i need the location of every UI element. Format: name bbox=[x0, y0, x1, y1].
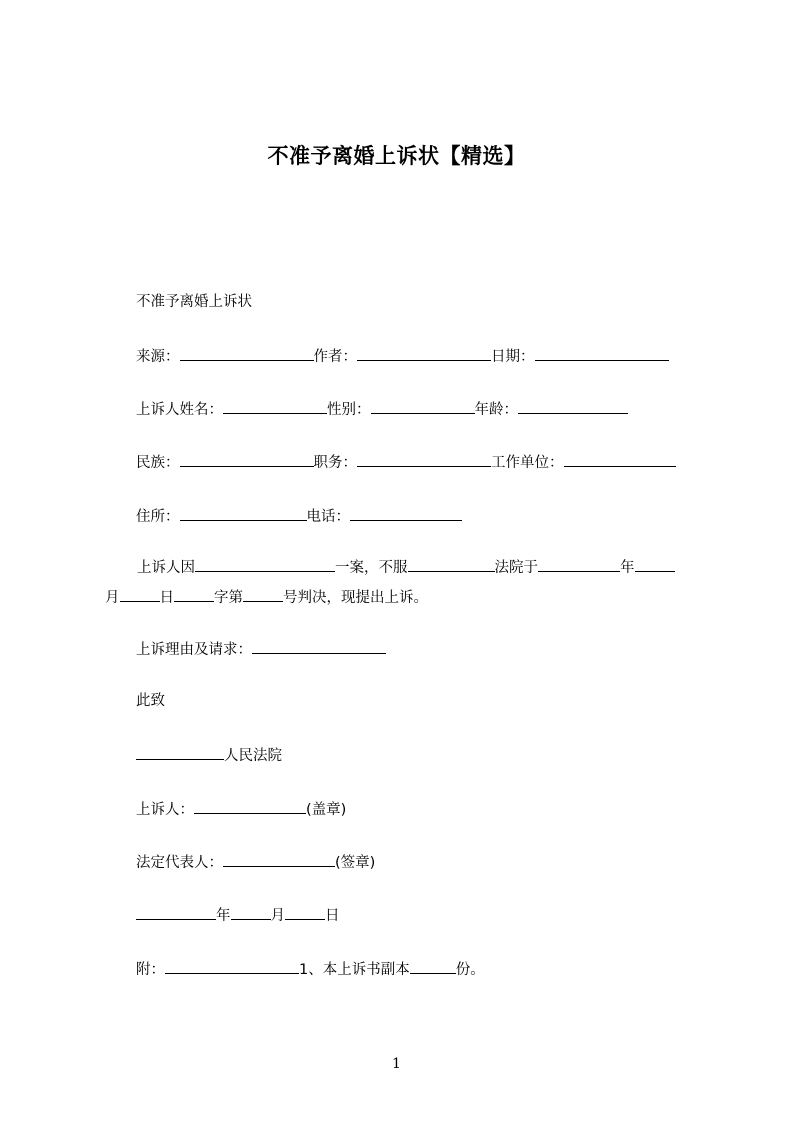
word-blank bbox=[174, 586, 214, 602]
position-label: 职务： bbox=[313, 455, 357, 471]
court-blank bbox=[408, 556, 495, 572]
legal-rep-row bbox=[136, 851, 375, 873]
gender-label: 性别： bbox=[327, 402, 371, 418]
document-subtitle: 不准予离婚上诉状 bbox=[136, 294, 252, 310]
ethnicity-label: 民族： bbox=[136, 455, 180, 471]
seal-note: (盖章) bbox=[306, 802, 347, 818]
source-blank bbox=[180, 345, 314, 361]
number-blank bbox=[243, 586, 283, 602]
date-blank bbox=[535, 345, 669, 361]
attach-label: 附： bbox=[136, 962, 165, 978]
sign-day-blank bbox=[285, 904, 325, 920]
day-blank bbox=[120, 586, 160, 602]
document-title: 不准予离婚上诉状【精选】 bbox=[267, 144, 526, 168]
sign-year-blank bbox=[136, 904, 216, 920]
salutation: 此致 bbox=[136, 693, 165, 709]
sign-note: (签章) bbox=[335, 855, 376, 871]
address-blank bbox=[180, 505, 307, 521]
name-label: 上诉人姓名： bbox=[136, 402, 223, 418]
court-row bbox=[136, 744, 282, 766]
workplace-blank bbox=[564, 451, 676, 467]
phone-blank bbox=[350, 505, 462, 521]
age-label: 年龄： bbox=[474, 402, 518, 418]
name-blank bbox=[223, 398, 327, 414]
sign-month-blank bbox=[231, 904, 271, 920]
position-blank bbox=[357, 451, 491, 467]
attach-item: 1、本上诉书副本 bbox=[299, 962, 410, 978]
date-label: 日期： bbox=[491, 349, 535, 365]
author-blank bbox=[357, 345, 491, 361]
name-gender-age-row bbox=[136, 398, 628, 420]
case-name-blank bbox=[195, 556, 335, 572]
gender-blank bbox=[371, 398, 475, 414]
ethnicity-position-workplace-row bbox=[136, 451, 676, 473]
legal-rep-label: 法定代表人： bbox=[136, 855, 223, 871]
case-text-4: 年 bbox=[620, 560, 635, 576]
case-text-1: 上诉人因 bbox=[137, 560, 195, 576]
source-author-date-row bbox=[136, 345, 669, 367]
year-label: 年 bbox=[216, 908, 231, 924]
court-suffix: 人民法院 bbox=[224, 748, 282, 764]
phone-label: 电话： bbox=[306, 509, 350, 525]
page-number: 1 bbox=[392, 1056, 401, 1072]
month-blank-1 bbox=[635, 556, 675, 572]
month-label: 月 bbox=[270, 908, 285, 924]
appellant-row bbox=[136, 798, 346, 820]
address-phone-row bbox=[136, 505, 462, 527]
case-text-8: 号判决，现提出上诉。 bbox=[283, 590, 428, 606]
reason-row bbox=[136, 638, 386, 660]
copies-blank bbox=[410, 958, 456, 974]
case-line-2 bbox=[105, 583, 705, 613]
appellant-blank bbox=[194, 798, 306, 814]
case-text-6: 日 bbox=[159, 590, 174, 606]
date-row bbox=[136, 904, 340, 926]
attachment-row bbox=[136, 958, 485, 980]
address-label: 住所： bbox=[136, 509, 180, 525]
age-blank bbox=[518, 398, 628, 414]
case-text-5: 月 bbox=[105, 590, 120, 606]
case-paragraph bbox=[105, 553, 705, 613]
reason-label: 上诉理由及请求： bbox=[136, 642, 252, 658]
copies-label: 份。 bbox=[455, 962, 485, 978]
workplace-label: 工作单位： bbox=[491, 455, 564, 471]
source-label: 来源： bbox=[136, 349, 180, 365]
year-blank bbox=[538, 556, 620, 572]
appellant-label: 上诉人： bbox=[136, 802, 194, 818]
court-name-blank bbox=[136, 744, 224, 760]
legal-rep-blank bbox=[223, 851, 335, 867]
author-label: 作者： bbox=[313, 349, 357, 365]
case-text-2: 一案，不服 bbox=[335, 560, 408, 576]
reason-blank bbox=[252, 638, 386, 654]
day-label: 日 bbox=[325, 908, 340, 924]
case-text-3: 法院于 bbox=[494, 560, 538, 576]
case-line-1 bbox=[105, 553, 705, 583]
attach-blank bbox=[165, 958, 299, 974]
case-text-7: 字第 bbox=[214, 590, 243, 606]
ethnicity-blank bbox=[180, 451, 314, 467]
